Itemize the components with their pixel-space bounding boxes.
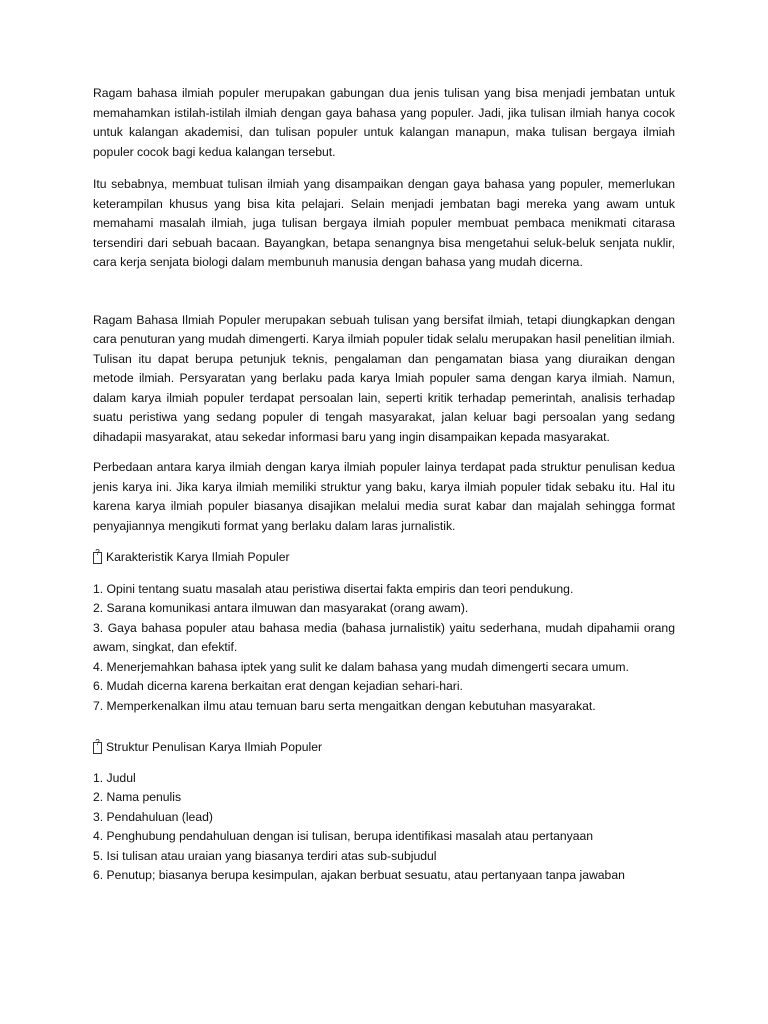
list-item: 2. Sarana komunikasi antara ilmuwan dan masyarakat (orang awam). <box>93 601 469 615</box>
paragraph-definition: Ragam Bahasa Ilmiah Populer merupakan sebuah tulisan yang bersifat ilmiah, tetapi diungkapkan dengan cara penuturan yang mudah dimengerti. Karya ilmiah populer tidak selalu merupakan hasil penelitian ilmiah. Tulisan itu dapat berupa petunjuk teknis, pengalaman dan pengamatan biasa yang diuraikan dengan metode ilmiah. Persyaratan yang berlaku pada karya lmiah populer sama dengan karya ilmiah. Namun, dalam karya ilmiah populer terdapat persoalan lain, seperti kritik terhadap pemerintah, analisis terhadap suatu peristiwa yang sedang populer di tengah masyarakat, jalan keluar bagi persoalan yang sedang dihadapii masyarakat, atau sekedar informasi baru yang ingin disampaikan kepada masyarakat. <box>93 312 675 444</box>
karakteristik-list <box>93 580 675 717</box>
list-item: 1. Opini tentang suatu masalah atau peristiwa disertai fakta empiris dan teori pendukung. <box>93 581 574 596</box>
section-title: Struktur Penulisan Karya Ilmiah Populer <box>106 740 323 754</box>
section-heading-struktur <box>93 738 675 758</box>
document-page <box>93 84 675 886</box>
list-item: 6. Penutup; biasanya berupa kesimpulan, ajakan berbuat sesuatu, atau pertanyaan tanpa jawaban <box>93 868 625 882</box>
section-title: Karakteristik Karya Ilmiah Populer <box>106 550 290 564</box>
list-item: 6. Mudah dicerna karena berkaitan erat dengan kejadian sehari-hari. <box>93 679 463 693</box>
paragraph-difference: Perbedaan antara karya ilmiah dengan karya ilmiah populer lainya terdapat pada struktur penulisan kedua jenis karya ini. Jika karya ilmiah memiliki struktur yang baku, karya ilmiah populer tidak sebaku itu. Hal itu karena karya ilmiah populer biasanya disajikan melalui media surat kabar dan majalah sehingga format penyajiannya mengikuti format yang berlaku dalam laras jurnalistik. <box>93 460 675 533</box>
list-item: 2. Nama penulis <box>93 790 182 804</box>
missing-glyph-icon <box>93 552 102 564</box>
list-item: 4. Menerjemahkan bahasa iptek yang sulit ke dalam bahasa yang mudah dimengerti secara umum. <box>93 659 629 674</box>
list-item: 3. Pendahuluan (lead) <box>93 809 213 824</box>
paragraph-intro: Ragam bahasa ilmiah populer merupakan gabungan dua jenis tulisan yang bisa menjadi jembatan untuk memahamkan istilah-istilah ilmiah dengan gaya bahasa yang populer. Jadi, jika tulisan ilmiah hanya cocok untuk kalangan akademisi, dan tulisan populer untuk kalangan manapun, maka tulisan bergaya ilmiah populer cocok bagi kedua kalangan tersebut. <box>93 86 675 159</box>
list-item: 5. Isi tulisan atau uraian yang biasanya terdiri atas sub-subjudul <box>93 848 437 863</box>
list-item: 7. Memperkenalkan ilmu atau temuan baru serta mengaitkan dengan kebutuhan masyarakat. <box>93 698 596 713</box>
list-item: 3. Gaya bahasa populer atau bahasa media (bahasa jurnalistik) yaitu sederhana, mudah dipahamii orang awam, singkat, dan efektif. <box>93 620 675 654</box>
section-heading-karakteristik <box>93 548 675 568</box>
missing-glyph-icon <box>93 742 102 754</box>
list-item: 1. Judul <box>93 770 136 785</box>
list-item: 4. Penghubung pendahuluan dengan isi tulisan, berupa identifikasi masalah atau pertanyaan <box>93 829 594 843</box>
struktur-list <box>93 769 675 886</box>
paragraph-reason: Itu sebabnya, membuat tulisan ilmiah yang disampaikan dengan gaya bahasa yang populer, memerlukan keterampilan khusus yang bisa kita pelajari. Selain menjadi jembatan bagi mereka yang awam untuk memahami masalah ilmiah, juga tulisan bergaya ilmiah populer membuat pembaca menikmati citarasa tersendiri dari sebuah bacaan. Bayangkan, betapa senangnya bisa mengetahui seluk-beluk senjata nuklir, cara kerja senjata biologi dalam membunuh manusia dengan bahasa yang mudah dicerna. <box>93 177 675 269</box>
